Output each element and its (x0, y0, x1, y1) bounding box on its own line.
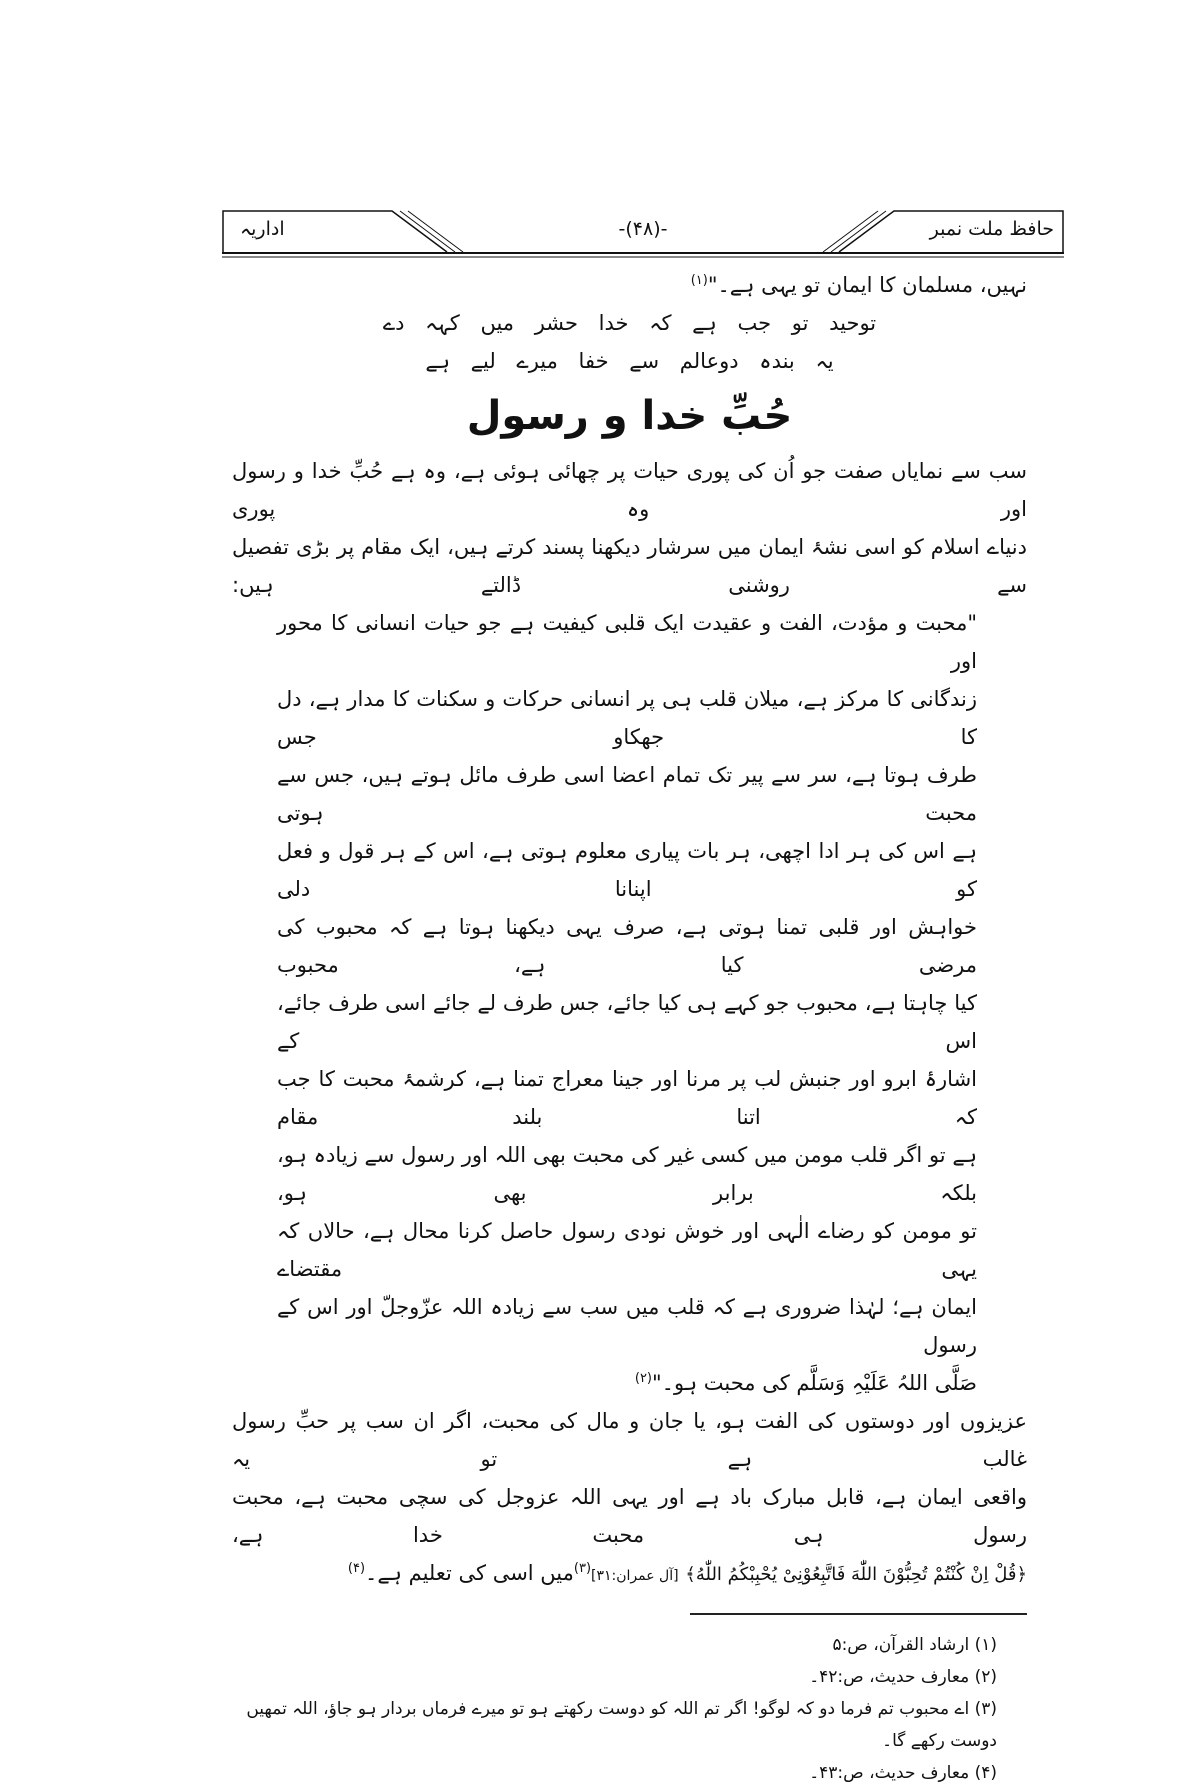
journal-title: حافظ ملت نمبر (929, 218, 1054, 240)
quote-line: صَلَّی اللہُ عَلَیْہِ وَسَلَّم کی محبت ہو۔"$^{(۲)}$ (634, 1371, 977, 1395)
section-heading: حُبِّ خدا و رسول (466, 393, 793, 439)
footnote-separator (690, 1613, 1027, 1615)
quote-line: ایمان ہے؛ لہٰذا ضروری ہے کہ قلب میں سب سے زیادہ اللہ عزّوجلّ اور اس کے رسول (277, 1295, 977, 1357)
opening-line: نہیں، مسلمان کا ایمان تو یہی ہے۔"$^{(۱)}$ (690, 273, 1027, 297)
footnote: (۱) ارشاد القرآن، ص:۵ (832, 1635, 997, 1655)
paragraph-line: عزیزوں اور دوستوں کی الفت ہو، یا جان و مال کی محبت، اگر ان سب پر حبِّ رسول غالب ہے تو یہ (232, 1409, 1027, 1471)
paragraph-line: دنیاے اسلام کو اسی نشۂ ایمان میں سرشار دیکھنا پسند کرتے ہیں، ایک مقام پر بڑی تفصیل سے روشنی ڈالتے ہیں: (232, 535, 1027, 597)
quote-line: طرف ہوتا ہے، سر سے پیر تک تمام اعضا اسی طرف مائل ہوتے ہیں، جس سے محبت ہوتی (277, 763, 977, 825)
couplet-line: یہ بندہ دوعالم سے خفا میرے لیے ہے (425, 349, 834, 373)
quran-verse: ﴿قُلْ اِنْ كُنْتُمْ تُحِبُّوْنَ اللّٰهَ فَاتَّبِعُوْنِیْ یُحْبِبْكُمُ اللّٰهُ﴾ (685, 1564, 1027, 1585)
footnote: (۴) معارف حدیث، ص:۴۳۔ (809, 1763, 997, 1783)
running-header (222, 208, 1064, 258)
quote-line: ہے تو اگر قلب مومن میں کسی غیر کی محبت بھی اللہ اور رسول سے زیادہ ہو، بلکہ برابر بھی ہو، (277, 1143, 977, 1205)
page-number: -(۴۸)- (618, 218, 668, 240)
section-title: اداریہ (240, 218, 285, 240)
block-quote (277, 604, 977, 1402)
footnote: (۲) معارف حدیث، ص:۴۲۔ (809, 1667, 997, 1687)
page-body (232, 266, 1027, 1789)
quote-line: تو مومن کو رضاے الٰہی اور خوش نودی رسول حاصل کرنا محال ہے، حالاں کہ یہی مقتضاے (277, 1219, 977, 1281)
paragraph-line: واقعی ایمان ہے، قابل مبارک باد ہے اور یہی اللہ عزوجل کی سچی محبت ہے، محبت رسول ہی محبت خدا ہے، (232, 1485, 1027, 1547)
verse-reference: [آل عمران:۳۱] (591, 1568, 679, 1584)
footnotes (232, 1629, 1027, 1789)
quote-line: زندگانی کا مرکز ہے، میلان قلب ہی پر انسانی حرکات و سکنات کا مدار ہے، دل کا جھکاو جس (277, 687, 977, 749)
quote-line: اشارۂ ابرو اور جنبش لب پر مرنا اور جینا معراج تمنا ہے، کرشمۂ محبت کا جب کہ اتنا بلند مقام (277, 1067, 977, 1129)
paragraph-line: سب سے نمایاں صفت جو اُن کی پوری حیات پر چھائی ہوئی ہے، وہ ہے حُبِّ خدا و رسول اور وہ پوری (232, 459, 1027, 521)
couplet-line: توحید تو جب ہے کہ خدا حشر میں کہہ دے (382, 311, 877, 335)
verse-line: ﴿قُلْ اِنْ كُنْتُمْ تُحِبُّوْنَ اللّٰهَ فَاتَّبِعُوْنِیْ یُحْبِبْكُمُ اللّٰهُ﴾ [آل عمران:۳۱]$^{(۳)}$میں اسی کی تعلیم ہے۔$^{(۴)}$ (347, 1561, 1027, 1585)
quote-line: خواہش اور قلبی تمنا ہوتی ہے، صرف یہی دیکھنا ہوتا ہے کہ محبوب کی مرضی کیا ہے، محبوب (277, 915, 977, 977)
quote-line: "محبت و مؤدت، الفت و عقیدت ایک قلبی کیفیت ہے جو حیات انسانی کا محور اور (277, 611, 977, 673)
quote-line: کیا چاہتا ہے، محبوب جو کہے ہی کیا جائے، جس طرف لے جائے اسی طرف جائے، اس کے (277, 991, 977, 1053)
quote-line: ہے اس کی ہر ادا اچھی، ہر بات پیاری معلوم ہوتی ہے، اس کے ہر قول و فعل کو اپنانا دلی (277, 839, 977, 901)
footnote: (۳) اے محبوب تم فرما دو کہ لوگو! اگر تم اللہ کو دوست رکھتے ہو تو میرے فرماں بردار ہو جاؤ، اللہ تمھیں دوست رکھے گا۔ (246, 1699, 997, 1751)
